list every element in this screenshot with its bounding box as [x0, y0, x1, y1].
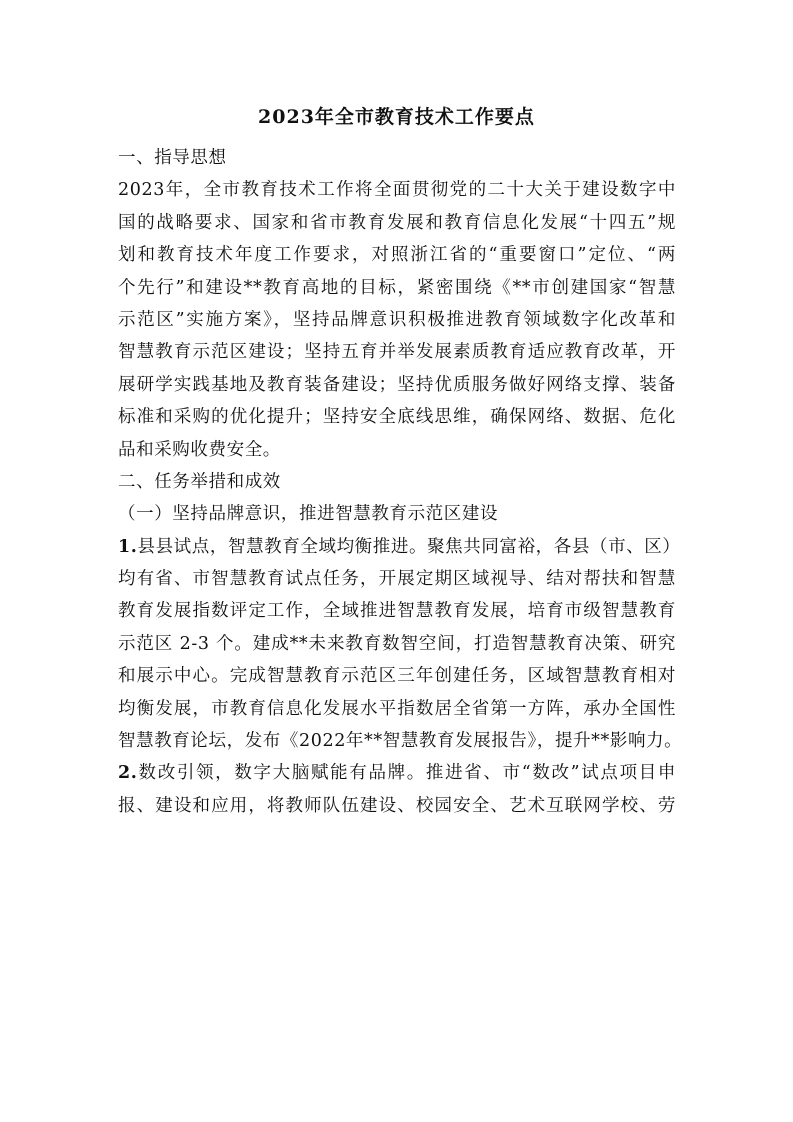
paragraph-line: 智慧教育示范区建设；坚持五育并举发展素质教育适应教育改革，开	[118, 342, 676, 363]
paragraph-line: 划和教育技术年度工作要求，对照浙江省的“重要窗口”定位、“两	[118, 245, 676, 266]
paragraph-line: 2023年，全市教育技术工作将全面贯彻党的二十大关于建设数字中	[118, 180, 676, 201]
page-title: 2023年全市教育技术工作要点	[258, 106, 535, 128]
section-heading-tasks: 二、任务举措和成效	[118, 471, 281, 492]
paragraph-line: 标准和采购的优化提升；坚持安全底线思维，确保网络、数据、危化	[118, 407, 676, 428]
paragraph-line: 示范区 2-3 个。建成**未来教育数智空间，打造智慧教育决策、研究	[118, 633, 676, 654]
paragraph-line: 报、建设和应用，将教师队伍建设、校园安全、艺术互联网学校、劳	[118, 795, 676, 816]
section-heading-guiding-ideology: 一、指导思想	[118, 148, 227, 168]
paragraph-line: 智慧教育论坛，发布《2022年**智慧教育发展报告》，提升**影响力。	[118, 731, 683, 752]
document-body	[118, 142, 683, 822]
paragraph-line: 教育发展指数评定工作，全域推进智慧教育发展，培育市级智慧教育	[118, 601, 676, 622]
paragraph-line: 示范区”实施方案》，坚持品牌意识积极推进教育领域数字化改革和	[118, 309, 676, 330]
item-number: 2.	[118, 763, 138, 784]
item-text: 数改引领，数字大脑赋能有品牌。推进省、市“数改”试点项目申	[137, 763, 676, 784]
paragraph-line: 和展示中心。完成智慧教育示范区三年创建任务，区域智慧教育相对	[118, 666, 676, 687]
paragraph-line: 均有省、市智慧教育试点任务，开展定期区域视导、结对帮扶和智慧	[118, 569, 676, 590]
item-text: 县县试点，智慧教育全域均衡推进。聚焦共同富裕，各县（市、区）	[137, 536, 681, 557]
list-item-1	[118, 531, 683, 758]
subsection-heading: （一）坚持品牌意识，推进智慧教育示范区建设	[118, 504, 499, 525]
list-item-2	[118, 757, 676, 822]
paragraph-guiding-ideology	[118, 174, 676, 466]
paragraph-line: 展研学实践基地及教育装备建设；坚持优质服务做好网络支撑、装备	[118, 374, 676, 395]
item-number: 1.	[118, 536, 138, 557]
paragraph-line	[118, 531, 681, 563]
paragraph-line: 品和采购收费安全。	[118, 439, 281, 460]
paragraph-line: 国的战略要求、国家和省市教育发展和教育信息化发展“十四五”规	[118, 212, 676, 233]
paragraph-line	[118, 757, 676, 789]
paragraph-line: 均衡发展，市教育信息化发展水平指数居全省第一方阵，承办全国性	[118, 698, 676, 719]
paragraph-line: 个先行”和建设**教育高地的目标，紧密围绕《**市创建国家“智慧	[118, 277, 676, 298]
